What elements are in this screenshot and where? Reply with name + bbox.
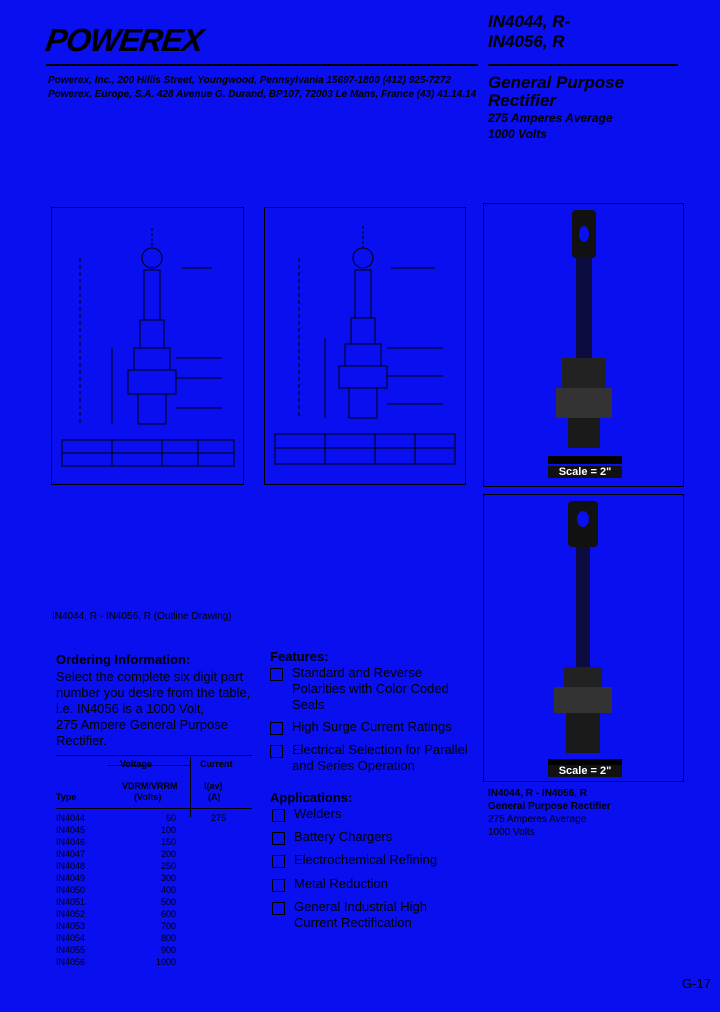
product-photo-2 (483, 494, 684, 782)
photo-caption-line3: 275 Amperes Average (488, 814, 587, 825)
type-cell: IN4055 (56, 945, 86, 955)
application-text: Metal Reduction (294, 876, 388, 891)
application-text: Electrochemical Refining (294, 852, 438, 867)
checkbox-icon (270, 668, 283, 681)
amps-cell: 275 (210, 813, 226, 823)
application-text: Welders (294, 806, 342, 821)
type-cell: IN4048 (56, 861, 86, 871)
application-item (272, 852, 482, 876)
ordering-text-line: Rectifier. (56, 733, 107, 748)
table-row (56, 932, 226, 944)
volts-cell: 1000 (155, 957, 176, 967)
checkbox-icon (270, 745, 283, 758)
page-number: G-17 (682, 976, 711, 991)
feature-item (270, 719, 480, 742)
feature-text: and Series Operation (292, 758, 415, 773)
photo-caption-line2: General Purpose Rectifier (488, 801, 611, 812)
photo-caption-line4: 1000 Volts (488, 827, 535, 838)
feature-text: Standard and Reverse (292, 665, 423, 680)
col-voltage: Voltage (120, 759, 152, 769)
table-row (56, 836, 226, 848)
table-row (56, 944, 226, 956)
amps-cell (176, 836, 226, 848)
amps-cell (176, 956, 226, 968)
checkbox-icon (272, 855, 285, 868)
type-cell: IN4045 (56, 825, 86, 835)
feature-text: High Surge Current Ratings (292, 719, 452, 734)
outline-drawing-caption: IN4044, R - IN4056, R (Outline Drawing) (52, 611, 232, 622)
checkbox-icon (272, 809, 285, 822)
part-number-line1: IN4044, R- (488, 12, 571, 31)
type-cell: IN4046 (56, 837, 86, 847)
ordering-table-top-rule (56, 755, 252, 756)
ordering-table (56, 812, 226, 968)
application-text: Battery Chargers (294, 829, 393, 844)
amps-cell (176, 824, 226, 836)
col-current: Current (200, 759, 233, 769)
feature-text: Seals (292, 697, 325, 712)
col-type: Type (56, 792, 77, 802)
volts-cell: 700 (160, 921, 176, 931)
powerex-logo: POWEREX (43, 22, 206, 58)
table-row (56, 884, 226, 896)
rectifier-photo-2-svg (484, 495, 683, 781)
amps-cell (176, 860, 226, 872)
feature-text: Electrical Selection for Parallel (292, 742, 468, 757)
photo-caption-line1: IN4044, R - IN4056, R (488, 788, 587, 799)
amps-cell (176, 920, 226, 932)
outline-drawing-standard (51, 207, 244, 485)
header-rule-right (488, 64, 678, 66)
feature-item (270, 742, 480, 774)
type-cell: IN4049 (56, 873, 86, 883)
volts-cell: 50 (165, 813, 176, 823)
volts-cell: 900 (160, 945, 176, 955)
type-cell: IN4056 (56, 957, 86, 967)
features-heading: Features: (270, 649, 329, 664)
col-volts-unit: (Volts) (134, 792, 162, 802)
table-row (56, 908, 226, 920)
volts-cell: 600 (160, 909, 176, 919)
table-row (56, 848, 226, 860)
ordering-text-line: i.e. IN4056 is a 1000 Volt, (56, 701, 205, 716)
ordering-table-header-rule (56, 808, 252, 809)
checkbox-icon (272, 879, 285, 892)
volts-cell: 500 (160, 897, 176, 907)
amps-cell (176, 908, 226, 920)
table-row (56, 824, 226, 836)
ordering-text-line: Select the complete six digit part (56, 669, 244, 684)
outline-drawing-standard-svg (52, 208, 243, 484)
outline-drawing-reverse (264, 207, 466, 485)
amps-cell (176, 848, 226, 860)
col-if: I(av) (204, 781, 223, 791)
application-item (272, 876, 482, 899)
product-photo-1 (483, 203, 684, 487)
volts-cell: 150 (160, 837, 176, 847)
table-row (56, 896, 226, 908)
applications-list (272, 806, 482, 933)
volts-cell: 100 (160, 825, 176, 835)
application-item (272, 899, 482, 933)
product-title-line1: General Purpose (488, 73, 625, 92)
ordering-text (56, 669, 250, 749)
part-number-line2: IN4056, R (488, 32, 565, 51)
amps-cell (176, 872, 226, 884)
checkbox-icon (272, 902, 285, 915)
volts-cell: 200 (160, 849, 176, 859)
table-row (56, 920, 226, 932)
product-subtitle-line1: 275 Amperes Average (488, 111, 613, 125)
product-subtitle-line2: 1000 Volts (488, 127, 547, 141)
type-cell: IN4044 (56, 813, 86, 823)
volts-cell: 800 (160, 933, 176, 943)
application-text: General Industrial High (294, 899, 427, 914)
scale-label-1: Scale = 2" (548, 466, 622, 478)
volts-cell: 250 (160, 861, 176, 871)
ordering-text-line: 275 Ampere General Purpose (56, 717, 228, 732)
type-cell: IN4047 (56, 849, 86, 859)
amps-cell (176, 884, 226, 896)
type-cell: IN4054 (56, 933, 86, 943)
outline-drawing-reverse-svg (265, 208, 465, 484)
table-row (56, 872, 226, 884)
rectifier-photo-1-svg (484, 204, 683, 486)
volts-cell: 300 (160, 873, 176, 883)
type-cell: IN4051 (56, 897, 86, 907)
amps-cell (176, 896, 226, 908)
application-text: Current Rectification (294, 915, 412, 930)
feature-item (270, 665, 480, 711)
ordering-heading: Ordering Information: (56, 652, 191, 667)
product-title-line2: Rectifier (488, 91, 557, 110)
application-item (272, 806, 482, 829)
checkbox-icon (270, 722, 283, 735)
type-cell: IN4050 (56, 885, 86, 895)
amps-cell (176, 944, 226, 956)
application-item (272, 829, 482, 852)
address-usa: Powerex, Inc., 200 Hillis Street, Youngwood, Pennsylvania 15697-1800 (412) 925-7272 (48, 75, 451, 86)
type-cell: IN4053 (56, 921, 86, 931)
col-vrrm: VDRM/VRRM (122, 781, 178, 791)
checkbox-icon (272, 832, 285, 845)
applications-heading: Applications: (270, 790, 353, 805)
ordering-text-line: number you desire from the table, (56, 685, 251, 700)
table-row (56, 812, 226, 824)
features-list (270, 665, 480, 774)
type-cell: IN4052 (56, 909, 86, 919)
feature-text: Polarities with Color Coded (292, 681, 449, 696)
table-row (56, 956, 226, 968)
col-amps-unit: (A) (208, 792, 221, 802)
address-europe: Powerex, Europe, S.A. 428 Avenue G. Durand, BP107, 72003 Le Mans, France (43) 41.14.14 (48, 89, 477, 100)
scale-label-2: Scale = 2" (548, 765, 622, 777)
table-row (56, 860, 226, 872)
header-rule-left (46, 64, 478, 66)
volts-cell: 400 (160, 885, 176, 895)
amps-cell (176, 932, 226, 944)
